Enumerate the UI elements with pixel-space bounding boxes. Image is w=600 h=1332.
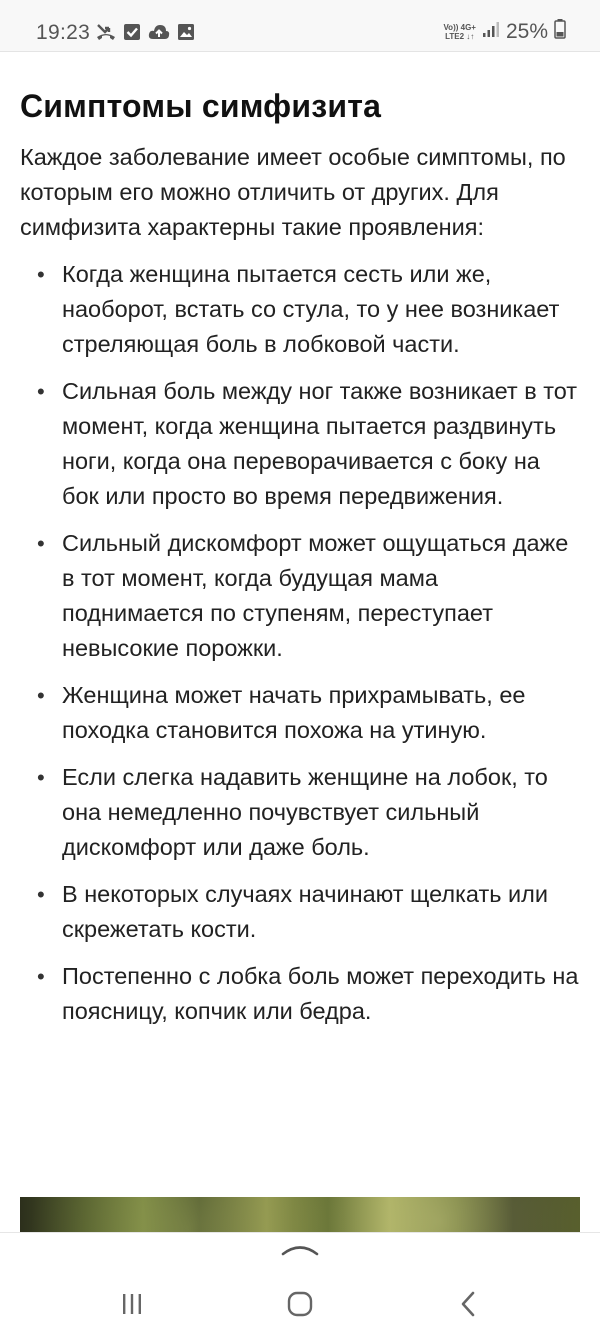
bullet: • (37, 964, 45, 989)
chevron-up-icon[interactable] (281, 1243, 319, 1262)
list-item-text: Когда женщина пытается сесть или же, наоборот, встать со стула, то у нее возникает стреляющая боль в лобковой части. (62, 261, 560, 357)
intro-paragraph: Каждое заболевание имеет особые симптомы, по которым его можно отличить от других. Для симфизита характерны такие проявления: (20, 144, 566, 240)
list-item (20, 374, 580, 514)
bullet: • (37, 262, 45, 287)
section-heading: Симптомы симфизита (20, 88, 382, 124)
status-time: 19:23 (36, 21, 91, 44)
signal-strength-icon (482, 20, 500, 43)
list-item (20, 877, 580, 947)
status-right-icons (443, 19, 566, 44)
checkbox-icon (123, 23, 141, 41)
bullet: • (37, 683, 45, 708)
list-item (20, 526, 580, 666)
list-item (20, 760, 580, 865)
battery-icon (554, 19, 566, 44)
missed-call-icon (96, 23, 116, 41)
recent-apps-icon[interactable] (112, 1289, 152, 1319)
bullet: • (37, 765, 45, 790)
list-item-text: Сильная боль между ног также возникает в тот момент, когда женщина пытается раздвинуть ноги, когда она переворачивается с боку на бок или просто во время передвижения. (62, 378, 578, 509)
system-navigation-bar (0, 1232, 600, 1332)
list-item-text: Постепенно с лобка боль может переходить на поясницу, копчик или бедра. (62, 963, 579, 1024)
article-content (20, 84, 580, 1041)
list-item (20, 678, 580, 748)
image-icon (177, 23, 195, 41)
status-notification-icons (96, 23, 195, 41)
home-icon[interactable] (280, 1289, 320, 1319)
list-item (20, 257, 580, 362)
article-image (20, 1197, 580, 1237)
battery-percent: 25% (505, 19, 548, 43)
list-item-text: Сильный дискомфорт может ощущаться даже в тот момент, когда будущая мама поднимается по ступеням, переступает невысокие порожки. (62, 530, 569, 661)
list-item-text: Женщина может начать прихрамывать, ее походка становится похожа на утиную. (62, 682, 526, 743)
list-item (20, 959, 580, 1029)
symptom-list (20, 257, 580, 1029)
bullet: • (37, 531, 45, 556)
list-item-text: В некоторых случаях начинают щелкать или скрежетать кости. (62, 881, 548, 942)
list-item-text: Если слегка надавить женщине на лобок, то она немедленно почувствует сильный дискомфорт или даже боль. (62, 764, 548, 860)
network-indicator (443, 23, 476, 41)
bullet: • (37, 882, 45, 907)
status-bar (0, 0, 600, 52)
network-type-bottom: LTE2 ↓↑ (445, 31, 475, 41)
network-type-top: Vo)) 4G+ (443, 22, 476, 32)
back-icon[interactable] (448, 1289, 488, 1319)
cloud-upload-icon (148, 23, 170, 41)
bullet: • (37, 379, 45, 404)
